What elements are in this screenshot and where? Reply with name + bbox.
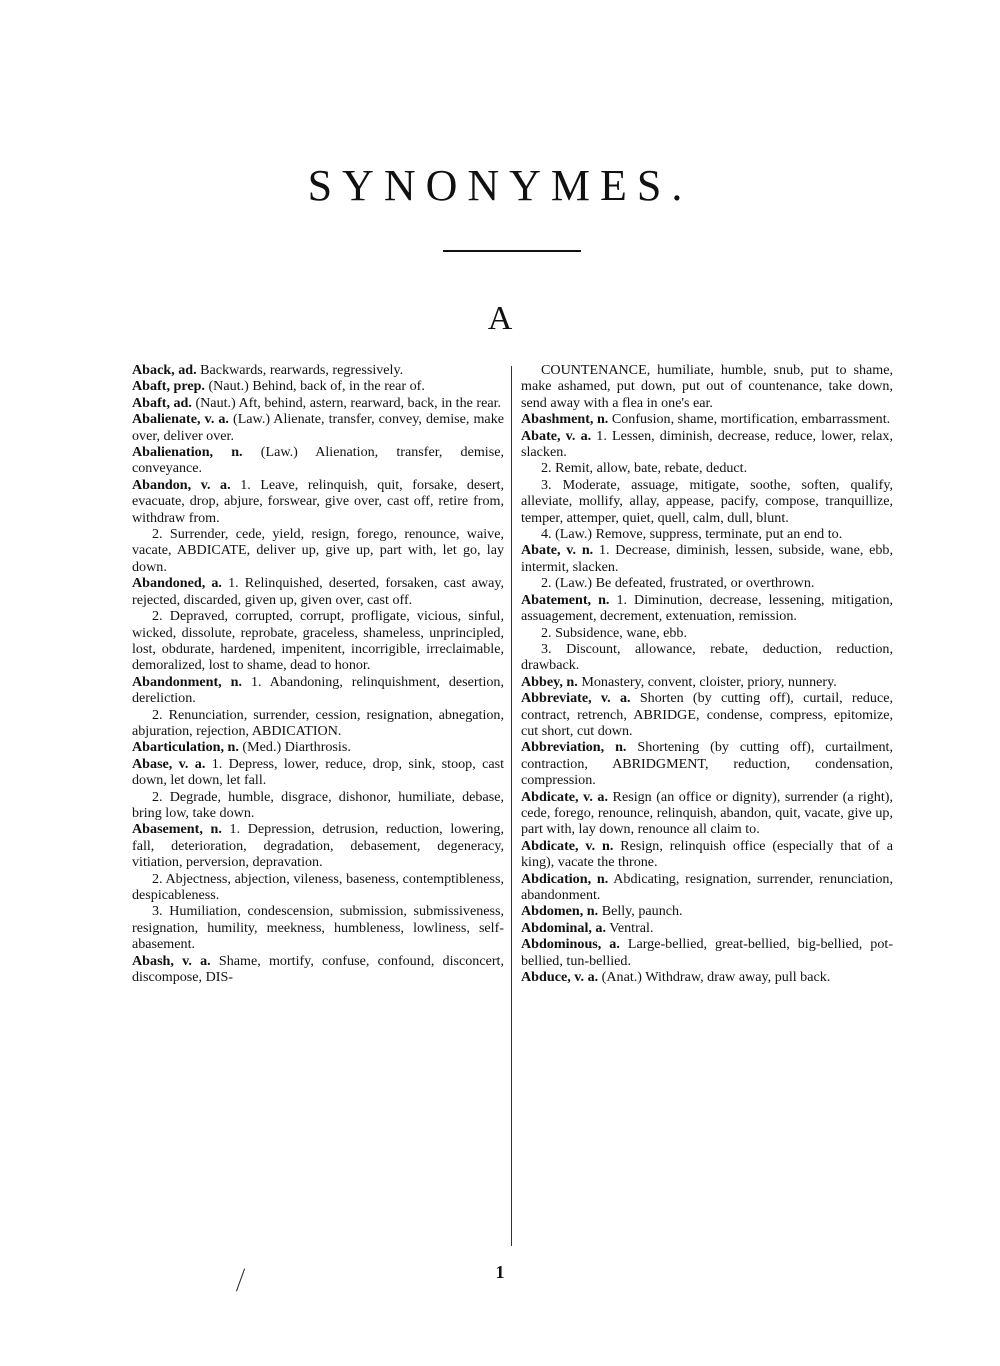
right-column — [521, 362, 893, 985]
entry-synonyms: Confusion, shame, mortification, embarrassment. — [611, 411, 891, 428]
entry-headword: Abdominal, a. — [521, 919, 606, 936]
entry-headword: Abdicate, v. a. — [521, 788, 608, 805]
entry-synonyms: (Anat.) Withdraw, draw away, pull back. — [601, 969, 831, 986]
entry-synonyms: COUNTENANCE, humiliate, humble, snub, put to shame, make ashamed, put down, put out of countenance, take down, send away with a flea in one's ear. — [521, 362, 893, 411]
entry-synonyms: 3. Moderate, assuage, mitigate, soothe, soften, qualify, alleviate, mollify, allay, appease, pacify, compose, tranquillize, temper, attemper, quiet, quell, calm, dull, blunt. — [521, 476, 893, 526]
entry-synonyms: 1. Leave, relinquish, quit, forsake, desert, evacuate, drop, abjure, forswear, give over, cast off, retire from, withdraw from. — [132, 476, 504, 526]
entry-synonyms: 2. Surrender, cede, yield, resign, forego, renounce, waive, vacate, ABDICATE, deliver up, give up, part with, let go, lay down. — [132, 526, 504, 575]
entry-synonyms: (Law.) Alienate, transfer, convey, demise, make over, deliver over. — [132, 411, 504, 444]
entry-headword: Abdicate, v. n. — [521, 837, 614, 854]
entry-synonyms: (Med.) Diarthrosis. — [242, 739, 351, 756]
dictionary-entry — [132, 789, 504, 822]
entry-headword: Abarticulation, n. — [132, 739, 239, 756]
dictionary-entry — [521, 789, 893, 838]
dictionary-entry — [132, 395, 504, 411]
dictionary-entry — [521, 460, 893, 476]
entry-headword: Abatement, n. — [521, 591, 610, 608]
dictionary-entry — [521, 641, 893, 674]
entry-synonyms: 2. Depraved, corrupted, corrupt, profligate, vicious, sinful, wicked, dissolute, reprobate, graceless, shameless, unprincipled, lost, obdurate, hardened, impenitent, incorrigible, irreclaimable, demoralized, lost to shame, dead to honor. — [132, 608, 504, 674]
entry-synonyms: 2. Abjectness, abjection, vileness, baseness, contemptibleness, despicableness. — [132, 870, 504, 903]
entry-synonyms: 4. (Law.) Remove, suppress, terminate, put an end to. — [541, 526, 843, 543]
entry-headword: Aback, ad. — [132, 362, 197, 378]
dictionary-entry — [132, 411, 504, 444]
entry-synonyms: Abdicating, resignation, surrender, renunciation, abandonment. — [521, 870, 893, 903]
entry-headword: Abandonment, n. — [132, 673, 242, 690]
entry-headword: Abalienation, n. — [132, 444, 243, 461]
entry-headword: Abduce, v. a. — [521, 969, 599, 986]
entry-headword: Abbreviate, v. a. — [521, 690, 631, 707]
entry-headword: Abate, v. a. — [521, 427, 592, 444]
entry-headword: Abate, v. n. — [521, 542, 594, 559]
dictionary-entry — [521, 592, 893, 625]
entry-headword: Abbey, n. — [521, 673, 578, 690]
dictionary-entry — [521, 526, 893, 542]
page-title: SYNONYMES. — [307, 161, 693, 210]
entry-synonyms: 2. (Law.) Be defeated, frustrated, or overthrown. — [541, 575, 815, 592]
dictionary-entry — [521, 690, 893, 739]
entry-headword: Abandoned, a. — [132, 575, 222, 592]
entry-synonyms: Ventral. — [609, 919, 654, 936]
dictionary-entry — [521, 903, 893, 919]
entry-headword: Abase, v. a. — [132, 755, 206, 772]
entry-synonyms: 1. Diminution, decrease, lessening, mitigation, assuagement, decrement, extenuation, remission. — [521, 591, 894, 625]
entry-headword: Abalienate, v. a. — [132, 411, 229, 428]
entry-synonyms: Shortening (by cutting off), curtailment, contraction, ABRIDGMENT, reduction, condensation, compression. — [521, 739, 893, 789]
entry-synonyms: Resign (an office or dignity), surrender (a right), cede, forego, renounce, relinquish, abandon, quit, vacate, give up, part with, lay down, renounce all claim to. — [521, 788, 893, 838]
entry-synonyms: (Law.) Alienation, transfer, demise, conveyance. — [132, 444, 504, 477]
dictionary-entry — [132, 821, 504, 870]
dictionary-entry — [521, 838, 893, 871]
dictionary-entry — [132, 871, 504, 904]
entry-synonyms: 3. Humiliation, condescension, submission, submissiveness, resignation, humility, meekness, humbleness, lowliness, self-abasement. — [132, 903, 504, 953]
dictionary-entry — [521, 739, 893, 788]
entry-headword: Abandon, v. a. — [132, 476, 231, 493]
column-divider — [511, 366, 512, 1246]
entry-synonyms: 1. Abandoning, relinquishment, desertion, dereliction. — [132, 673, 505, 707]
entry-synonyms: Belly, paunch. — [601, 903, 683, 920]
dictionary-entry — [521, 428, 893, 461]
dictionary-entry — [132, 608, 504, 674]
entry-synonyms: 2. Renunciation, surrender, cession, resignation, abnegation, abjuration, rejection, ABDICATION. — [132, 706, 504, 739]
entry-synonyms: 3. Discount, allowance, rebate, deduction, reduction, drawback. — [521, 640, 893, 674]
entry-synonyms: 1. Decrease, diminish, lessen, subside, wane, ebb, intermit, slacken. — [521, 542, 893, 575]
entry-synonyms: 1. Depress, lower, reduce, drop, sink, stoop, cast down, let down, let fall. — [132, 755, 504, 789]
dictionary-entry — [132, 526, 504, 575]
dictionary-entry — [521, 674, 893, 690]
entry-headword: Abdomen, n. — [521, 903, 599, 920]
entry-synonyms: Shame, mortify, confuse, confound, disconcert, discompose, DIS- — [132, 952, 504, 986]
dictionary-entry — [521, 969, 893, 985]
dictionary-entry — [132, 477, 504, 526]
entry-headword: Abbreviation, n. — [521, 739, 627, 756]
entry-synonyms: 1. Lessen, diminish, decrease, reduce, lower, relax, slacken. — [521, 427, 893, 461]
entry-synonyms: 1. Depression, detrusion, reduction, lowering, fall, deterioration, degradation, debasement, degeneracy, vitiation, perversion, depravation. — [132, 821, 504, 871]
dictionary-entry — [521, 871, 893, 904]
entry-synonyms: 2. Remit, allow, bate, rebate, deduct. — [541, 460, 748, 477]
dictionary-entry — [521, 920, 893, 936]
entry-headword: Abasement, n. — [132, 821, 222, 838]
entry-headword: Abaft, prep. — [132, 378, 205, 395]
entry-synonyms: (Naut.) Aft, behind, astern, rearward, back, in the rear. — [195, 394, 502, 411]
dictionary-entry — [132, 707, 504, 740]
dictionary-entry — [521, 362, 893, 411]
dictionary-entry — [132, 953, 504, 986]
section-letter: A — [487, 300, 513, 337]
entry-headword: Abashment, n. — [521, 411, 609, 428]
entry-headword: Abdominous, a. — [521, 936, 620, 953]
dictionary-entry — [521, 936, 893, 969]
left-column — [132, 362, 504, 985]
dictionary-entry — [521, 477, 893, 526]
page-number: 1 — [495, 1262, 505, 1282]
entry-synonyms: Resign, relinquish office (especially that of a king), vacate the throne. — [521, 837, 893, 871]
dictionary-entry — [132, 674, 504, 707]
dictionary-entry — [521, 542, 893, 575]
entry-synonyms: Large-bellied, great-bellied, big-bellied, pot-bellied, tun-bellied. — [521, 936, 894, 969]
entry-synonyms: Shorten (by cutting off), curtail, reduce, contract, retrench, ABRIDGE, condense, compress, epitomize, cut short, cut down. — [521, 690, 893, 739]
entry-synonyms: Monastery, convent, cloister, priory, nunnery. — [581, 673, 837, 690]
dictionary-entry — [521, 625, 893, 641]
entry-headword: Abaft, ad. — [132, 394, 192, 411]
entry-synonyms: 2. Degrade, humble, disgrace, dishonor, humiliate, debase, bring low, take down. — [132, 788, 504, 821]
dictionary-entry — [132, 903, 504, 952]
dictionary-entry — [521, 411, 893, 427]
entry-synonyms: 2. Subsidence, wane, ebb. — [541, 624, 687, 641]
entry-headword: Abash, v. a. — [132, 952, 211, 969]
dictionary-entry — [132, 575, 504, 608]
dictionary-entry — [132, 756, 504, 789]
entry-headword: Abdication, n. — [521, 870, 609, 887]
title-rule — [443, 250, 581, 252]
dictionary-entry — [132, 378, 504, 394]
dictionary-entry — [132, 444, 504, 477]
dictionary-entry — [132, 739, 504, 755]
entry-synonyms: 1. Relinquished, deserted, forsaken, cast away, rejected, discarded, given up, given over, cast off. — [132, 575, 504, 608]
dictionary-entry — [132, 362, 504, 378]
entry-synonyms: Backwards, rearwards, regressively. — [200, 362, 404, 378]
entry-synonyms: (Naut.) Behind, back of, in the rear of. — [208, 378, 425, 395]
dictionary-entry — [521, 575, 893, 591]
